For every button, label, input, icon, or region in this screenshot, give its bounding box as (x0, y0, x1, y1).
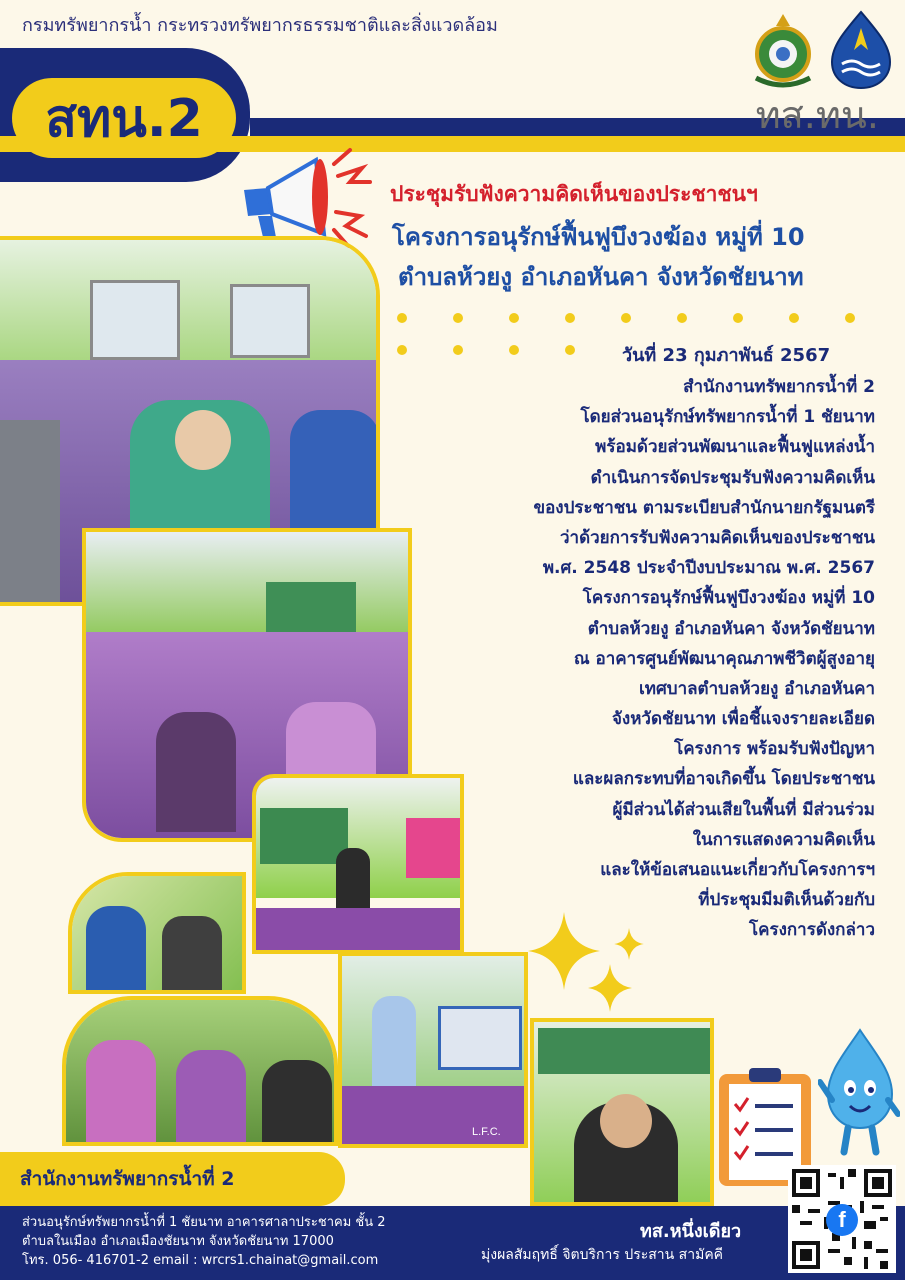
body-line: ของประชาชน ตามระเบียบสำนักนายกรัฐมนตรี (533, 497, 875, 518)
body-line: สำนักงานทรัพยากรน้ำที่ 2 (683, 377, 875, 397)
department-abbreviation: ทส.ทน. (755, 93, 879, 137)
photo-presenter-speaking (252, 774, 464, 954)
office-label: สำนักงานทรัพยากรน้ำที่ 2 (20, 1168, 235, 1190)
body-line: ดำเนินการจัดประชุมรับฟังความคิดเห็น (590, 467, 875, 488)
event-date: วันที่ 23 กุมภาพันธ์ 2567 (622, 345, 831, 366)
photo-map-review (68, 872, 246, 994)
body-line: โดยส่วนอนุรักษ์ทรัพยากรน้ำที่ 1 ชัยนาท (580, 407, 875, 428)
slogan: มุ่งผลสัมฤทธิ์ จิตบริการ ประสาน สามัคคี (481, 1247, 724, 1263)
brand-title: สทน.2 (45, 89, 203, 149)
body-line: เทศบาลตำบลห้วยงู อำเภอหันคา (638, 678, 875, 699)
body-line: และให้ข้อเสนอแนะเกี่ยวกับโครงการฯ (600, 860, 875, 880)
body-line: ณ อาคารศูนย์พัฒนาคุณภาพชีวิตผู้สูงอายุ (573, 648, 875, 669)
project-title-line2: ตำบลห้วยงู อำเภอหันคา จังหวัดชัยนาท (398, 263, 804, 291)
photo-official-portrait (530, 1018, 714, 1206)
water-department-logo-icon (828, 10, 894, 90)
organization-name: กรมทรัพยากรน้ำ กระทรวงทรัพยากรธรรมชาติและสิ่งแวดล้อม (22, 15, 498, 36)
photo-presentation-screen (338, 952, 528, 1148)
body-line: และผลกระทบที่อาจเกิดขึ้น โดยประชาชน (572, 769, 875, 790)
address-line: ส่วนอนุรักษ์ทรัพยากรน้ำที่ 1 ชัยนาท อาคารศาลาประชาคม ชั้น 2 (22, 1215, 386, 1230)
body-line: พร้อมด้วยส่วนพัฒนาและฟื้นฟูแหล่งน้ำ (595, 437, 875, 458)
project-title-line1: โครงการอนุรักษ์ฟื้นฟูบึงวงฆ้อง หมู่ที่ 10 (392, 223, 805, 251)
footer-address (22, 1213, 386, 1270)
sparkle-icon (614, 928, 644, 960)
body-line: ตำบลห้วยงู อำเภอหันคา จังหวัดชัยนาท (587, 618, 875, 639)
contact-line: โทร. 056- 416701-2 email : wrcrs1.chainat@gmail.com (22, 1253, 379, 1268)
body-line: ที่ประชุมมีมติเห็นด้วยกับ (698, 890, 875, 911)
body-line: ในการแสดงความคิดเห็น (692, 829, 875, 850)
headline: ประชุมรับฟังความคิดเห็นของประชาชนฯ (390, 182, 758, 206)
emblems (748, 6, 896, 90)
photo-registration-table (62, 996, 338, 1146)
address-line: ตำบลในเมือง อำเภอเมืองชัยนาท จังหวัดชัยนาท 17000 (22, 1234, 334, 1249)
water-drop-mascot-icon (818, 1028, 900, 1158)
body-line: ผู้มีส่วนได้ส่วนเสียในพื้นที่ มีส่วนร่วม (612, 799, 875, 820)
sparkle-icon (588, 964, 632, 1012)
ministry-seal-icon (748, 12, 818, 90)
body-line: พ.ศ. 2548 ประจำปีงบประมาณ พ.ศ. 2567 (542, 558, 875, 579)
body-line: โครงการ พร้อมรับฟังปัญหา (674, 739, 875, 760)
slogan-title: ทส.หนึ่งเดียว (640, 1221, 742, 1242)
body-line: ว่าด้วยการรับฟังความคิดเห็นของประชาชน (559, 527, 875, 548)
body-line: โครงการดังกล่าว (748, 920, 875, 941)
body-line: โครงการอนุรักษ์ฟื้นฟูบึงวงฆ้อง หมู่ที่ 10 (582, 588, 875, 609)
banner-text: L.F.C. (472, 1126, 501, 1138)
facebook-icon: f (826, 1204, 858, 1236)
body-line: จังหวัดชัยนาท เพื่อชี้แจงรายละเอียด (611, 709, 875, 730)
